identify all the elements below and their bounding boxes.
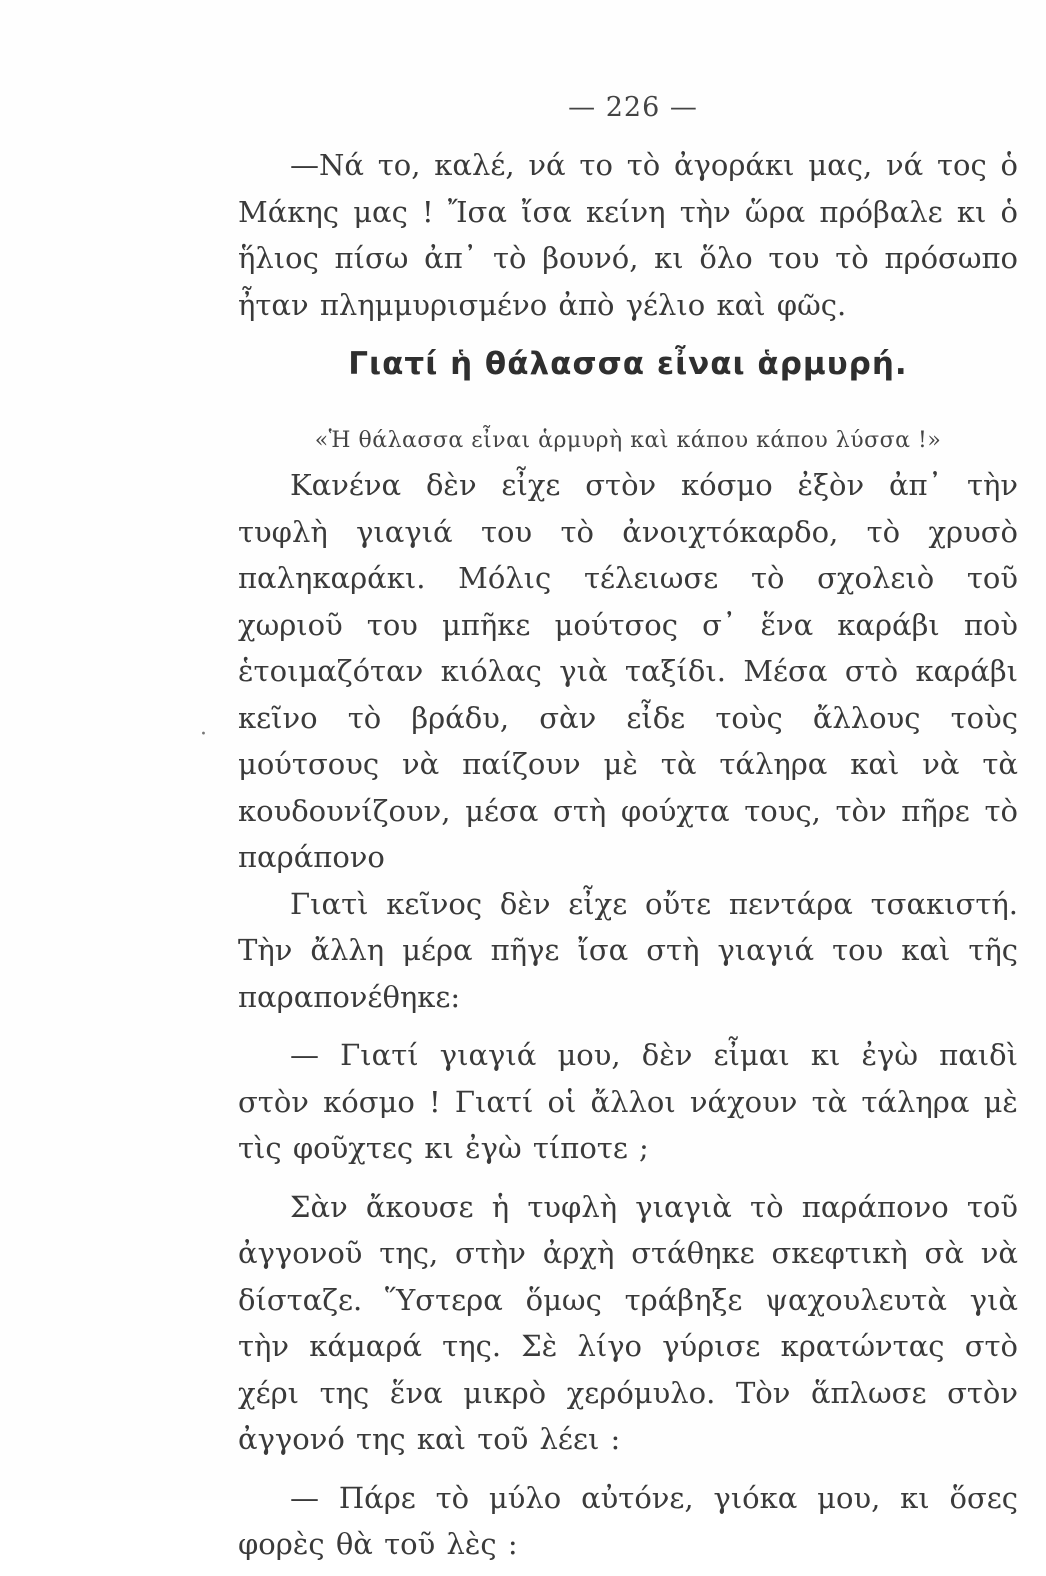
page-number: — 226 —: [568, 92, 698, 123]
dialogue-paragraph: — Πάρε τὸ μύλο αὐτόνε, γιόκα μου, κι ὅσες φορὲς θὰ τοῦ λὲς :: [238, 1480, 1018, 1561]
intro-paragraph: —Νά το, καλέ, νά το τὸ ἀγοράκι μας, νά τος ὁ Μάκης μας ! Ἴσα ἴσα κείνη τὴν ὥρα πρόβαλε κι ὁ ἥλιος πίσω ἀπ᾽ τὸ βουνό, κι ὅλο του τὸ πρόσωπο ἦταν πλημμυρισμένο ἀπὸ γέλιο καὶ φῶς.: [238, 148, 1018, 322]
epigraph: «Ἡ θάλασσα εἶναι ἁρμυρὴ καὶ κάπου κάπου λύσσα !»: [314, 428, 942, 453]
intro-text-block: [238, 142, 1018, 328]
chapter-heading: Γιατί ἡ θάλασσα εἶναι ἁρμυρή.: [348, 346, 908, 382]
margin-mark: ·: [200, 722, 207, 747]
dialogue-paragraph: — Γιατί γιαγιά μου, δὲν εἶμαι κι ἐγὼ παιδὶ στὸν κόσμο ! Γιατί οἱ ἄλλοι νάχουν τὰ τάληρα μὲ τὶς φοῦχτες κι ἐγὼ τίποτε ;: [238, 1038, 1018, 1165]
story-paragraph: Σὰν ἄκουσε ἡ τυφλὴ γιαγιὰ τὸ παράπονο τοῦ ἀγγονοῦ της, στὴν ἀρχὴ στάθηκε σκεφτικὴ σὰ νὰ δίσταζε. Ὕστερα ὅμως τράβηξε ψαχουλευτὰ γιὰ τὴν κάμαρά της. Σὲ λίγο γύρισε κρατώντας στὸ χέρι της ἕνα μικρὸ χερόμυλο. Τὸν ἅπλωσε στὸν ἀγγονό της καὶ τοῦ λέει :: [238, 1189, 1018, 1456]
story-paragraph: Γιατὶ κεῖνος δὲν εἶχε οὔτε πεντάρα τσακιστή. Τὴν ἄλλη μέρα πῆγε ἴσα στὴ γιαγιά του καὶ τῆς παραπονέθηκε:: [238, 886, 1018, 1014]
story-paragraph: Κανένα δὲν εἶχε στὸν κόσμο ἐξὸν ἀπ᾽ τὴν τυφλὴ γιαγιά του τὸ ἀνοιχτόκαρδο, τὸ χρυσὸ παληκαράκι. Μόλις τέλειωσε τὸ σχολειὸ τοῦ χωριοῦ του μπῆκε μούτσος σ᾽ ἕνα καράβι ποὺ ἑτοιμαζόταν κιόλας γιὰ ταξίδι. Μέσα στὸ καράβι κεῖνο τὸ βράδυ, σὰν εἶδε τοὺς ἄλλους τοὺς μούτσους νὰ παίζουν μὲ τὰ τάληρα καὶ νὰ τὰ κουδουνίζουν, μέσα στὴ φούχτα τους, τὸν πῆρε τὸ παράπονο: [238, 468, 1018, 874]
story-text-block: [238, 462, 1018, 1576]
